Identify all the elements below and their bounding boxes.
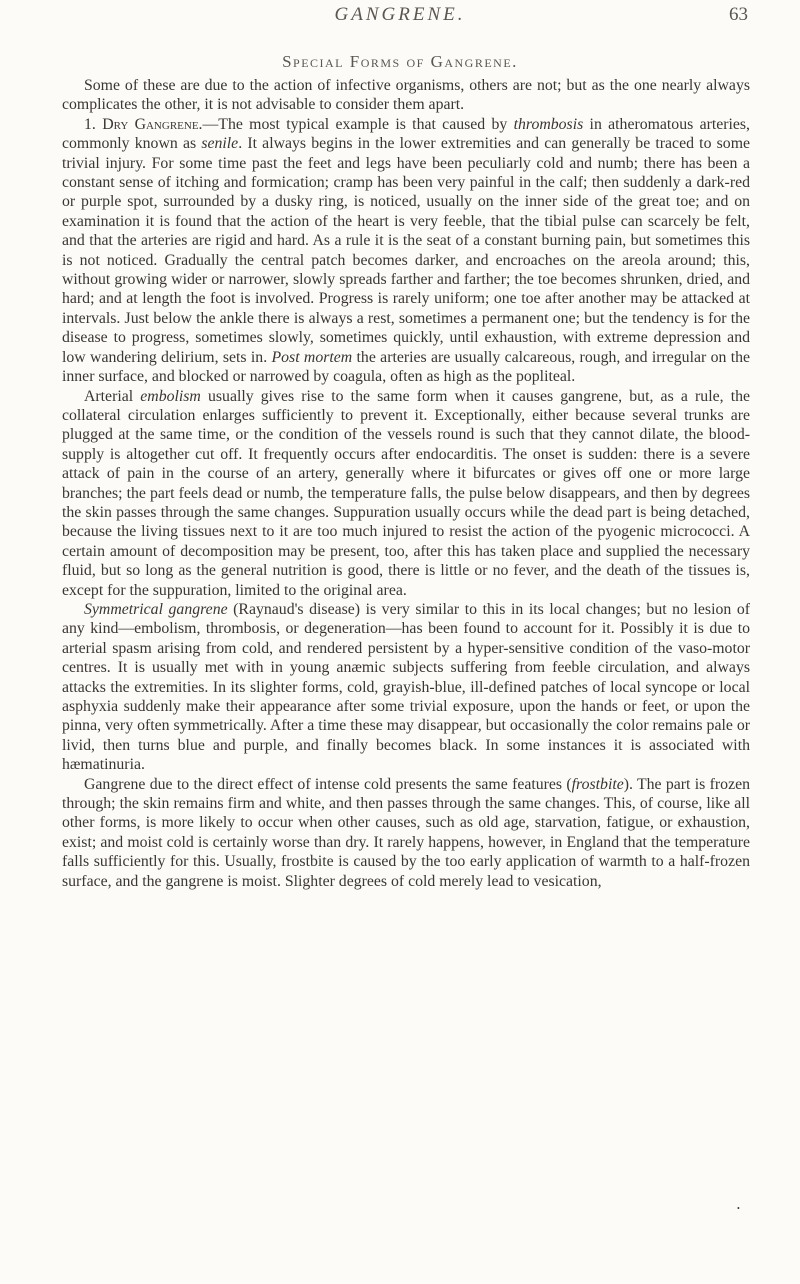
- dry-text-4: It always begins in the lower extremities and can generally be traced to some trivial injury. For some time past the feet and legs have been peculiarly cold and numb; there has been a constant sense of itching and formication; cramp has been very painful in the calf; then suddenly a dark-red or purple spot, surrounded by a dusky ring, is noticed, usually on the inner side of the great toe; and on examination it is found that the action of the heart is very feeble, that the tibial pulse can scarcely be felt, and that the arteries are rigid and hard. As a rule it is the seat of a constant burning pain, but sometimes this is not noticed. Gradually the central patch becomes darker, and encroaches on the areola around; this, without growing wider or narrower, slowly spreads farther and farther; the toe becomes shrunken, dried, and hard; and at length the foot is involved. Progress is rarely uniform; one toe after another may be attacked at intervals. Just below the ankle there is always a rest, sometimes a permanent one; but the tendency is for the disease to progress, sometimes slowly, sometimes quickly, until exhaustion, with extreme depression and low wandering delirium, sets in.: [62, 135, 751, 366]
- term-senile: senile: [201, 135, 239, 153]
- term-embolism: embolism: [140, 387, 201, 405]
- dry-heading: Dry Gangrene.: [102, 115, 203, 133]
- embolism-text-2: usually gives rise to the same form when it causes gangrene, but, as a rule, the collateral circulation enlarges sufficiently to prevent it. Exceptionally, either because several trunks are plugged at the same time, or the condition of the vessels round is such that they cannot dilate, the blood-supply is altogether cut off. It frequently occurs after endocarditis. The onset is sudden: there is a severe attack of pain in the course of an artery, generally where it bifurcates or gives off one or more large branches; the part feels dead or numb, the temperature falls, the pulse below disappears, and then by degrees the skin passes through the same changes. Suppuration usually occurs while the dead part is being detached, because the living tissues next to it are too much injured to resist the action of the pyogenic micrococci. A certain amount of decomposition may be present, too, after this has taken place and supplied the necessary fluid, but so long as the general nutrition is good, there is little or no fever, and the death of the tissues is, except for the suppuration, limited to the original area.: [62, 387, 750, 599]
- dry-text-1: —The most typical example is that caused by: [202, 115, 514, 133]
- paragraph-cold: [62, 775, 750, 891]
- term-symmetrical-gangrene: Symmetrical gangrene: [84, 600, 228, 618]
- symmetrical-text: (Raynaud's disease) is very similar to this in its local changes; but no lesion of any kind—embolism, thrombosis, or degeneration—has been found to account for it. Possibly it is due to arterial spasm arising from cold, and rendered persistent by a hyper-sensitive condition of the vaso-motor centres. It is usually met with in young anæmic subjects suffering from feeble circulation, and always attacks the extremities. In its slighter forms, cold, grayish-blue, ill-defined patches of local syncope or local asphyxia suddenly make their appearance after some trivial exposure, upon the hands or feet, or upon the pinna, very often symmetrically. After a time these may disappear, but occasionally the color remains pale or livid, then turns blue and purple, and finally becomes black. In some instances it is associated with hæmatinuria.: [62, 600, 750, 774]
- term-thrombosis: thrombosis: [513, 115, 584, 133]
- paragraph-intro: Some of these are due to the action of infective organisms, others are not; but as the one nearly always complicates the other, it is not advisable to consider them apart.: [62, 77, 750, 114]
- term-post-mortem: Post mortem: [271, 348, 353, 366]
- cold-text-2: ). The part is frozen through; the skin remains firm and white, and then passes through the same changes. This, of course, like all other forms, is more likely to occur when other causes, such as old age, starvation, fatigue, or exhaustion, exist; and moist cold is certainly worse than dry. It rarely happens, however, in England that the temperature falls sufficiently for this. Usually, frostbite is caused by the too early application of warmth to a half-frozen surface, and the gangrene is moist. Slighter degrees of cold merely lead to vesication,: [62, 775, 750, 890]
- running-head: [0, 4, 800, 34]
- dry-text-2: in atheromatous arteries, commonly known as: [62, 115, 750, 153]
- margin-dot: •: [737, 1204, 740, 1213]
- page-number: 63: [729, 4, 748, 25]
- body-text: [62, 76, 750, 891]
- dry-number: 1.: [84, 115, 96, 133]
- paragraph-symmetrical: [62, 600, 750, 775]
- paragraph-dry-gangrene: [62, 115, 750, 387]
- embolism-text-1: Arterial: [84, 387, 141, 405]
- paragraph-embolism: [62, 387, 750, 600]
- dry-text-5: the arteries are usually calcareous, rough, and irregular on the inner surface, and blocked or narrowed by coagula, often as high as the popliteal.: [62, 348, 751, 386]
- dry-text-3: .: [238, 135, 243, 153]
- section-title: Special Forms of Gangrene.: [282, 52, 518, 71]
- running-title: GANGRENE.: [334, 4, 466, 25]
- cold-text-1: Gangrene due to the direct effect of intense cold presents the same features (: [84, 775, 572, 793]
- term-frostbite: frostbite: [571, 775, 624, 793]
